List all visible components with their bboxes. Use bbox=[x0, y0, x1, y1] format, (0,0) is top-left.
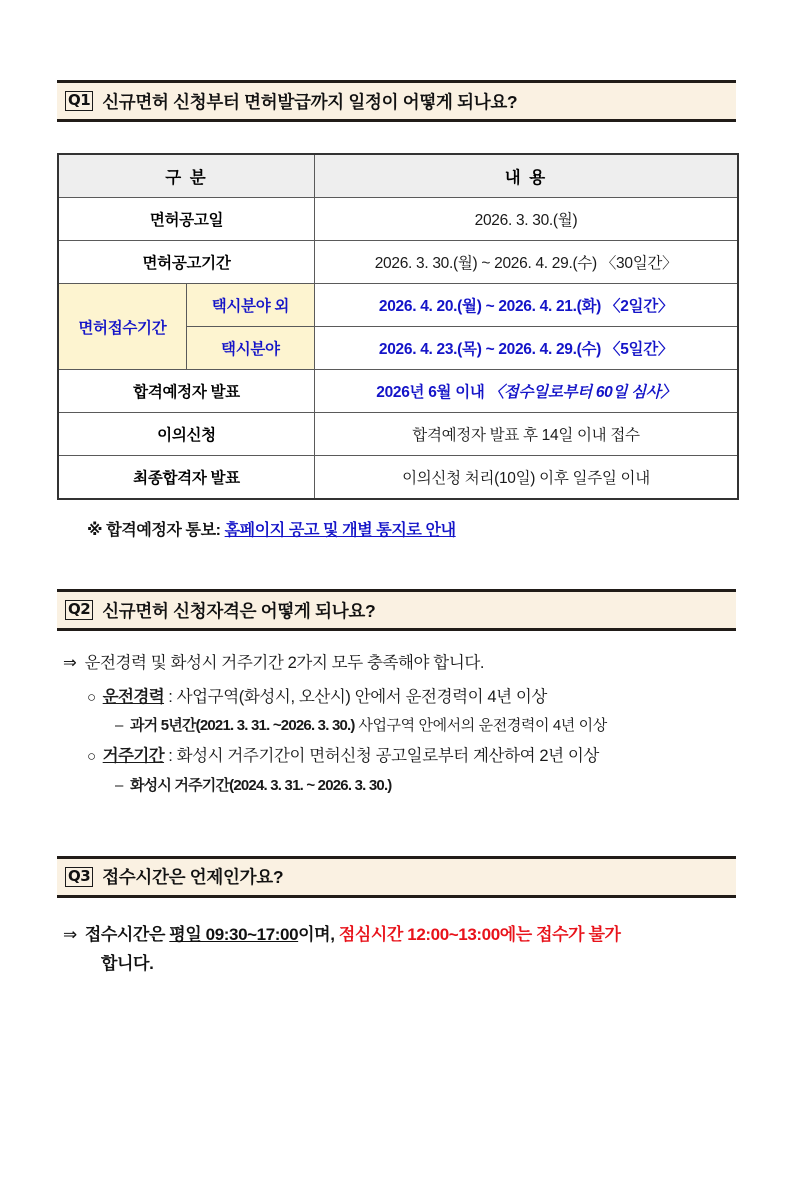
table-header-category: 구 분 bbox=[58, 154, 315, 198]
q2-item-driving-experience bbox=[87, 687, 736, 708]
row-label-final-result: 최종합격자 발표 bbox=[58, 456, 315, 500]
row-label-objection: 이의신청 bbox=[58, 413, 315, 456]
prelim-result-note: 〈접수일로부터 60일 심사〉 bbox=[488, 384, 676, 401]
spacer-q3 bbox=[57, 806, 736, 856]
q2-subitem-driving-experience bbox=[115, 717, 736, 736]
prelim-result-main: 2026년 6월 이내 bbox=[376, 384, 489, 401]
q3-answer-body bbox=[57, 920, 736, 980]
q2-item-text: : 화성시 거주기간이 면허신청 공고일로부터 계산하여 2년 이상 bbox=[164, 747, 599, 766]
q2-item-keyword: 운전경력 bbox=[102, 687, 165, 706]
row-label-announce-date: 면허공고일 bbox=[58, 198, 315, 241]
q3-part2: 이며, bbox=[298, 924, 339, 944]
q2-item-keyword: 거주기간 bbox=[102, 747, 165, 766]
row-value-objection: 합격예정자 발표 후 14일 이내 접수 bbox=[315, 413, 739, 456]
row-sublabel-taxi: 택시분야 bbox=[186, 327, 314, 370]
row-label-application-period: 면허접수기간 bbox=[58, 284, 186, 370]
q2-item-text: : 사업구역(화성시, 오산시) 안에서 운전경력이 4년 이상 bbox=[164, 687, 547, 706]
arrow-icon: ⇒ bbox=[63, 924, 77, 944]
q3-part3: 합니다. bbox=[101, 954, 154, 974]
row-label-announce-period: 면허공고기간 bbox=[58, 241, 315, 284]
table-header-row bbox=[58, 154, 738, 198]
section-heading-q1 bbox=[57, 80, 736, 122]
table-row bbox=[58, 370, 738, 413]
circle-bullet-icon: ○ bbox=[87, 748, 96, 766]
question-title-q2: 신규면허 신청자격은 어떻게 되나요? bbox=[102, 600, 376, 621]
q2-subitem-bold: 화성시 거주기간(2024. 3. 31. ~ 2026. 3. 30.) bbox=[129, 776, 392, 794]
table-header-content: 내 용 bbox=[315, 154, 739, 198]
question-badge-q1: Q1 bbox=[65, 91, 93, 111]
table-footnote bbox=[87, 517, 736, 540]
dash-bullet-icon: – bbox=[115, 776, 123, 794]
table-row bbox=[58, 198, 738, 241]
section-heading-q2 bbox=[57, 589, 736, 631]
row-sublabel-non-taxi: 택시분야 외 bbox=[186, 284, 314, 327]
arrow-icon: ⇒ bbox=[63, 654, 77, 672]
footnote-label: 합격예정자 통보: bbox=[106, 522, 221, 539]
footnote-link[interactable]: 홈페이지 공고 및 개별 통지로 안내 bbox=[224, 522, 456, 539]
table-row bbox=[58, 284, 738, 327]
document-page bbox=[0, 80, 793, 1201]
q2-subitem-bold: 과거 5년간(2021. 3. 31. ~2026. 3. 30.) bbox=[129, 717, 355, 735]
schedule-table bbox=[57, 153, 739, 500]
q2-item-residency-period bbox=[87, 746, 736, 767]
row-value-taxi: 2026. 4. 23.(목) ~ 2026. 4. 29.(수) 〈5일간〉 bbox=[315, 327, 739, 370]
spacer-q2 bbox=[57, 540, 736, 589]
row-value-prelim-result bbox=[315, 370, 739, 413]
question-badge-q2: Q2 bbox=[65, 600, 93, 620]
q2-intro-line bbox=[63, 653, 736, 674]
question-badge-q3: Q3 bbox=[65, 867, 93, 887]
q3-hours-underlined: 평일 09:30~17:00 bbox=[169, 924, 299, 944]
section-heading-q3 bbox=[57, 856, 736, 898]
table-row bbox=[58, 456, 738, 500]
table-row bbox=[58, 241, 738, 284]
row-label-prelim-result: 합격예정자 발표 bbox=[58, 370, 315, 413]
circle-bullet-icon: ○ bbox=[87, 688, 96, 706]
dash-bullet-icon: – bbox=[115, 717, 123, 735]
q2-intro-text: 운전경력 및 화성시 거주기간 2가지 모두 충족해야 합니다. bbox=[84, 654, 485, 672]
question-title-q3: 접수시간은 언제인가요? bbox=[102, 867, 284, 888]
q3-lunch-warning: 점심시간 12:00~13:00에는 접수가 불가 bbox=[338, 924, 621, 944]
row-value-announce-date: 2026. 3. 30.(월) bbox=[315, 198, 739, 241]
table-row bbox=[58, 413, 738, 456]
row-value-announce-period: 2026. 3. 30.(월) ~ 2026. 4. 29.(수) 〈30일간〉 bbox=[315, 241, 739, 284]
question-title-q1: 신규면허 신청부터 면허발급까지 일정이 어떻게 되나요? bbox=[102, 91, 518, 112]
q3-answer-line bbox=[63, 920, 736, 980]
q2-subitem-rest: 사업구역 안에서의 운전경력이 4년 이상 bbox=[354, 717, 607, 735]
row-value-non-taxi: 2026. 4. 20.(월) ~ 2026. 4. 21.(화) 〈2일간〉 bbox=[315, 284, 739, 327]
q3-part1: 접수시간은 bbox=[84, 924, 170, 944]
q2-answer-body bbox=[57, 653, 736, 796]
footnote-mark: ※ bbox=[87, 522, 103, 539]
q2-subitem-residency-period bbox=[115, 777, 736, 796]
row-value-final-result: 이의신청 처리(10일) 이후 일주일 이내 bbox=[315, 456, 739, 500]
